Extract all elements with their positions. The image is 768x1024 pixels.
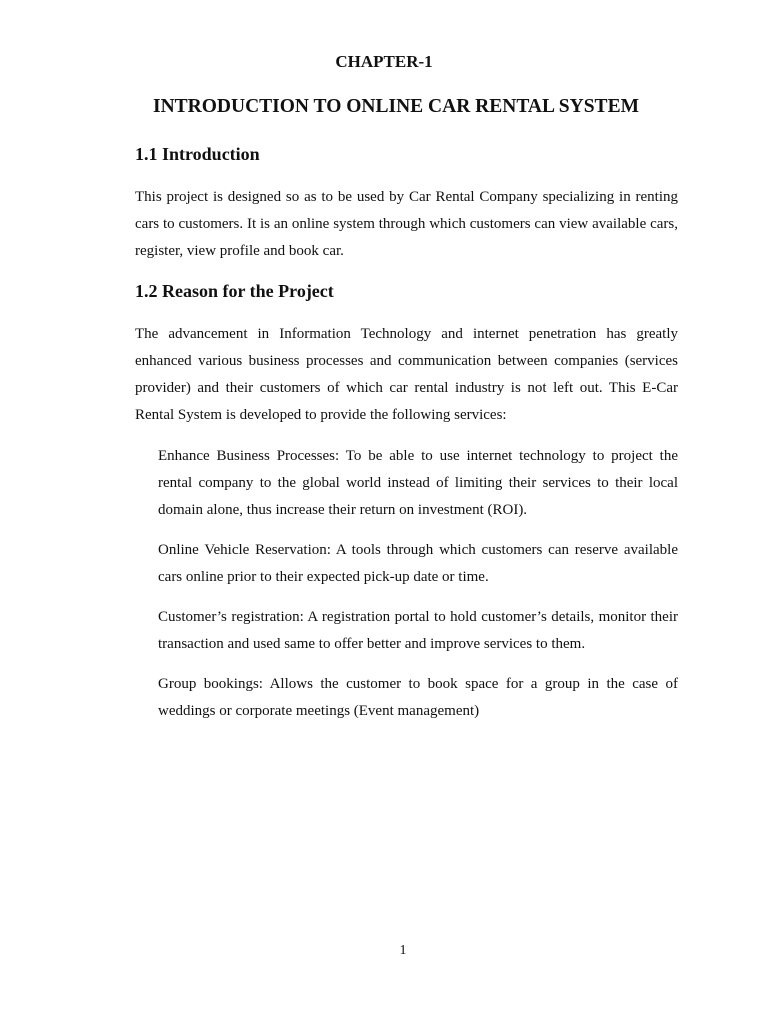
list-item: Online Vehicle Reservation: A tools through which customers can reserve available cars online prior to their expected pick-up date or time. [158, 542, 678, 585]
list-item: Group bookings: Allows the customer to book space for a group in the case of weddings or corporate meetings (Event management) [158, 676, 678, 719]
page-number: 1 [399, 943, 407, 958]
services-list [158, 443, 678, 725]
section-heading-introduction: 1.1 Introduction [135, 144, 260, 164]
section-heading-reason: 1.2 Reason for the Project [135, 281, 334, 301]
list-item: Customer’s registration: A registration portal to hold customer’s details, monitor their transaction and used same to offer better and improve services to them. [158, 609, 678, 652]
chapter-label: CHAPTER-1 [335, 52, 433, 71]
list-item: Enhance Business Processes: To be able to use internet technology to project the rental company to the global world instead of limiting their services to their local domain alone, thus increase their return on investment (ROI). [158, 448, 678, 518]
introduction-paragraph: This project is designed so as to be used by Car Rental Company specializing in renting cars to customers. It is an online system through which customers can view available cars, register, view profile and book car. [135, 189, 678, 259]
page-title: INTRODUCTION TO ONLINE CAR RENTAL SYSTEM [153, 96, 639, 117]
reason-paragraph: The advancement in Information Technology and internet penetration has greatly enhanced various business processes and communication between companies (services provider) and their customers of which car rental industry is not left out. This E-Car Rental System is developed to provide the following services: [135, 326, 678, 423]
